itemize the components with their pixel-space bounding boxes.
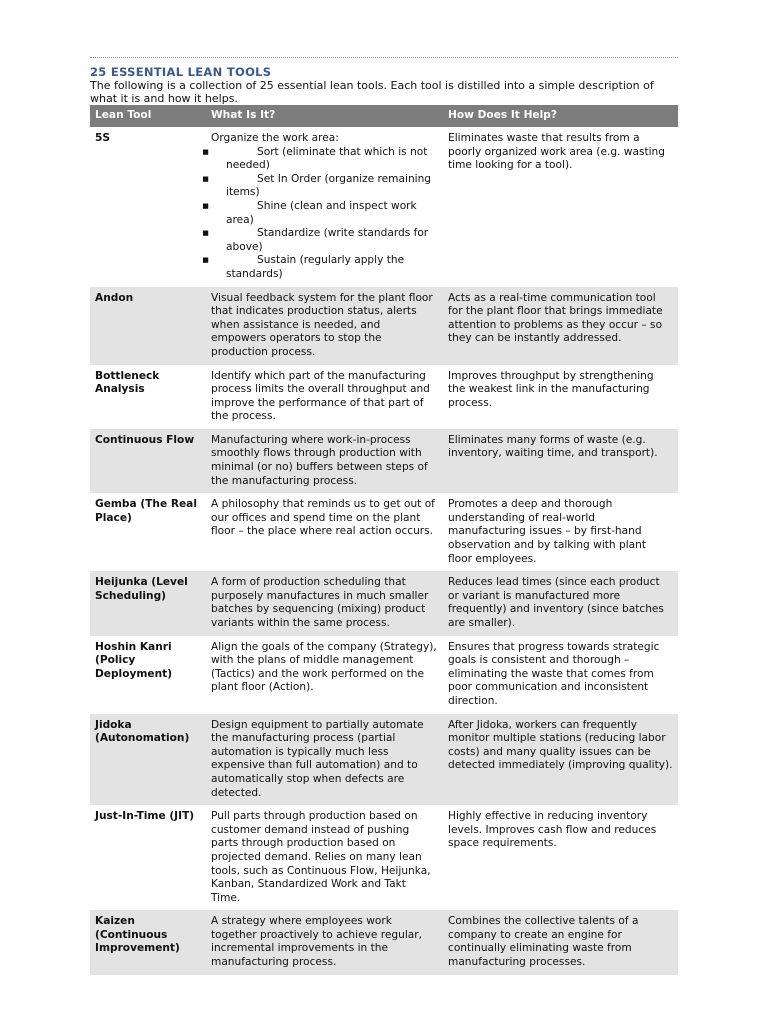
tool-name: Kaizen (Continuous Improvement) — [90, 910, 206, 974]
tool-benefit: Ensures that progress towards strategic goals is consistent and thorough – eliminating the waste that comes from poor communication and inconsistent direction. — [443, 636, 678, 714]
tool-description: A strategy where employees work together proactively to achieve regular, incremental improvements in the manufacturing process. — [206, 910, 443, 974]
table-row — [90, 429, 678, 493]
tool-name: Just-In-Time (JIT) — [90, 805, 206, 910]
tool-name: Continuous Flow — [90, 429, 206, 493]
list-item — [202, 172, 438, 200]
tool-benefit: Highly effective in reducing inventory levels. Improves cash flow and reduces space requirements. — [443, 805, 678, 910]
tool-description: Manufacturing where work-in-process smoothly flows through production with minimal (or no) buffers between steps of the manufacturing process. — [206, 429, 443, 493]
table-row — [90, 805, 678, 910]
table-header-row — [90, 105, 678, 127]
tool-description: Design equipment to partially automate the manufacturing process (partial automation is typically much less expensive than full automation) and to automatically stop when defects are detected. — [206, 714, 443, 806]
list-item-text: Shine (clean and inspect work area) — [226, 199, 417, 226]
tool-name: Bottleneck Analysis — [90, 365, 206, 429]
header-lean-tool: Lean Tool — [90, 105, 206, 127]
list-item-text: Standardize (write standards for above) — [226, 227, 429, 253]
tool-description: Identify which part of the manufacturing process limits the overall throughput and improve the performance of that part of the process. — [206, 365, 443, 429]
tool-name: Gemba (The Real Place) — [90, 493, 206, 571]
table-row — [90, 287, 678, 365]
tool-benefit: Reduces lead times (since each product or variant is manufactured more frequently) and inventory (since batches are smaller). — [443, 571, 678, 635]
list-item-text: Set In Order (organize remaining items) — [226, 172, 432, 199]
tool-name: Jidoka (Autonomation) — [90, 714, 206, 806]
list-item — [202, 254, 438, 281]
tool-description: Visual feedback system for the plant floor that indicates production status, alerts when assistance is needed, and empowers operators to stop the production process. — [206, 287, 443, 365]
tool-benefit: Eliminates waste that results from a poorly organized work area (e.g. wasting time looking for a tool). — [443, 127, 678, 287]
tool-benefit: After Jidoka, workers can frequently monitor multiple stations (reducing labor costs) and many quality issues can be detected immediately (improving quality). — [443, 714, 678, 806]
table-row — [90, 636, 678, 714]
tool-name: Andon — [90, 287, 206, 365]
tool-name: Hoshin Kanri (Policy Deployment) — [90, 636, 206, 714]
tool-benefit: Combines the collective talents of a company to create an engine for continually eliminating waste from manufacturing processes. — [443, 910, 678, 974]
tool-description: A form of production scheduling that purposely manufactures in much smaller batches by sequencing (mixing) product variants within the same process. — [206, 571, 443, 635]
tool-benefit: Promotes a deep and thorough understanding of real-world manufacturing issues – by first-hand observation and by talking with plant floor employees. — [443, 493, 678, 571]
tool-description: Align the goals of the company (Strategy), with the plans of middle management (Tactics) and the work performed on the plant floor (Action). — [206, 636, 443, 714]
tool-description — [202, 127, 443, 287]
tool-benefit: Improves throughput by strengthening the weakest link in the manufacturing process. — [443, 365, 678, 429]
list-item-text: Sort (eliminate that which is not needed) — [226, 145, 428, 172]
table-row — [90, 714, 678, 806]
tool-name: 5S — [90, 127, 206, 287]
tool-description: A philosophy that reminds us to get out of our offices and spend time on the plant floor – the place where real action occurs. — [206, 493, 443, 571]
intro-text: The following is a collection of 25 essential lean tools. Each tool is distilled into a simple description of what it is and how it helps. — [90, 79, 654, 105]
header-what-is-it: What Is It? — [206, 105, 443, 127]
document-title: 25 ESSENTIAL LEAN TOOLS — [90, 65, 272, 79]
tool-benefit: Acts as a real-time communication tool for the plant floor that brings immediate attention to problems as they occur – so they can be instantly addressed. — [443, 287, 678, 365]
tool-benefit: Eliminates many forms of waste (e.g. inventory, waiting time, and transport). — [443, 429, 678, 493]
top-divider — [90, 57, 678, 58]
list-item-text: Sustain (regularly apply the standards) — [226, 254, 405, 280]
lean-tools-table — [90, 105, 678, 975]
list-item — [202, 199, 438, 227]
table-row — [90, 571, 678, 635]
5s-steps-list — [202, 145, 438, 282]
header-how-does-it-help: How Does It Help? — [443, 105, 678, 127]
table-row — [90, 127, 678, 287]
table-row — [90, 365, 678, 429]
bullet-icon: ▪ — [202, 172, 210, 185]
bullet-icon: ▪ — [202, 254, 210, 267]
table-row — [90, 493, 678, 571]
table-row — [90, 910, 678, 974]
tool-description: Pull parts through production based on customer demand instead of pushing parts through production based on projected demand. Relies on many lean tools, such as Continuous Flow, Heijunka, Kanban, Standardized Work and Takt Time. — [206, 805, 443, 910]
tool-name: Heijunka (Level Scheduling) — [90, 571, 206, 635]
list-item — [202, 145, 438, 173]
bullet-icon: ▪ — [202, 227, 210, 240]
list-item — [202, 227, 438, 254]
bullet-icon: ▪ — [202, 199, 210, 212]
tool-description-lead: Organize the work area: — [211, 132, 339, 144]
bullet-icon: ▪ — [202, 145, 210, 158]
